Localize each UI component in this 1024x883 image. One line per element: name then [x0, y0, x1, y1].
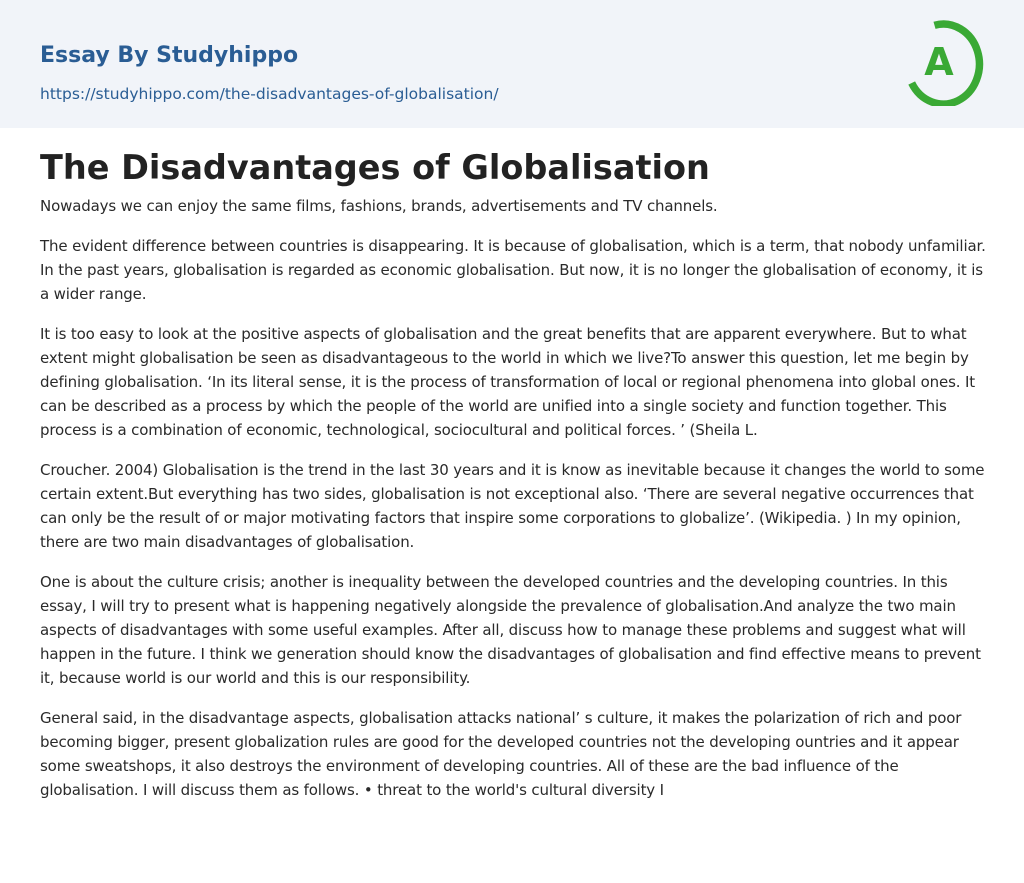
article-paragraph: One is about the culture crisis; another is inequality between the developed countries and the developing countries. In this essay, I will try to present what is happening negatively alongside the prevalence of globalisation.And analyze the two main aspects of disadvantages with some useful examples. After all, discuss how to manage these problems and suggest what will happen in the future. I think we generation should know the disadvantages of globalisation and find effective means to prevent it, because world is our world and this is our responsibility.: [40, 573, 981, 687]
article-paragraph: General said, in the disadvantage aspects, globalisation attacks national’ s culture, it makes the polarization of rich and poor becoming bigger, present globalization rules are good for the developed countries not the developing ountries and it appear some sweatshops, it also destroys the environment of developing countries. All of these are the bad influence of the globalisation. I will discuss them as follows. • threat to the world's cultural diversity I: [40, 709, 962, 799]
article-paragraph: The evident difference between countries is disappearing. It is because of globalisation, which is a term, that nobody unfamiliar. In the past years, globalisation is regarded as economic globalisation. But now, it is no longer the globalisation of economy, it is a wider range.: [40, 237, 986, 303]
studyhippo-logo[interactable]: [908, 18, 988, 106]
article-paragraph: Nowadays we can enjoy the same films, fashions, brands, advertisements and TV channels.: [40, 197, 718, 215]
article: [40, 144, 986, 818]
site-header: [0, 0, 1024, 128]
article-paragraph: It is too easy to look at the positive aspects of globalisation and the great benefits that are apparent everywhere. But to what extent might globalisation be seen as disadvantageous to the world in which we live?To answer this question, let me begin by defining globalisation. ‘In its literal sense, it is the process of transformation of local or regional phenomena into global ones. It can be described as a process by which the people of the world are unified into a single society and function together. This process is a combination of economic, technological, sociocultural and political forces. ’ (Sheila L.: [40, 325, 976, 439]
essay-url-link[interactable]: https://studyhippo.com/the-disadvantages-of-globalisation/: [40, 85, 499, 103]
site-title[interactable]: Essay By Studyhippo: [40, 43, 299, 68]
logo-letter: A: [924, 40, 954, 84]
article-title: The Disadvantages of Globalisation: [40, 148, 710, 187]
article-paragraph: Croucher. 2004) Globalisation is the trend in the last 30 years and it is know as inevitable because it changes the world to some certain extent.But everything has two sides, globalisation is not exceptional also. ‘There are several negative occurrences that can only be the result of or major motivating factors that inspire some corporations to globalize’. (Wikipedia. ) In my opinion, there are two main disadvantages of globalisation.: [40, 461, 985, 551]
